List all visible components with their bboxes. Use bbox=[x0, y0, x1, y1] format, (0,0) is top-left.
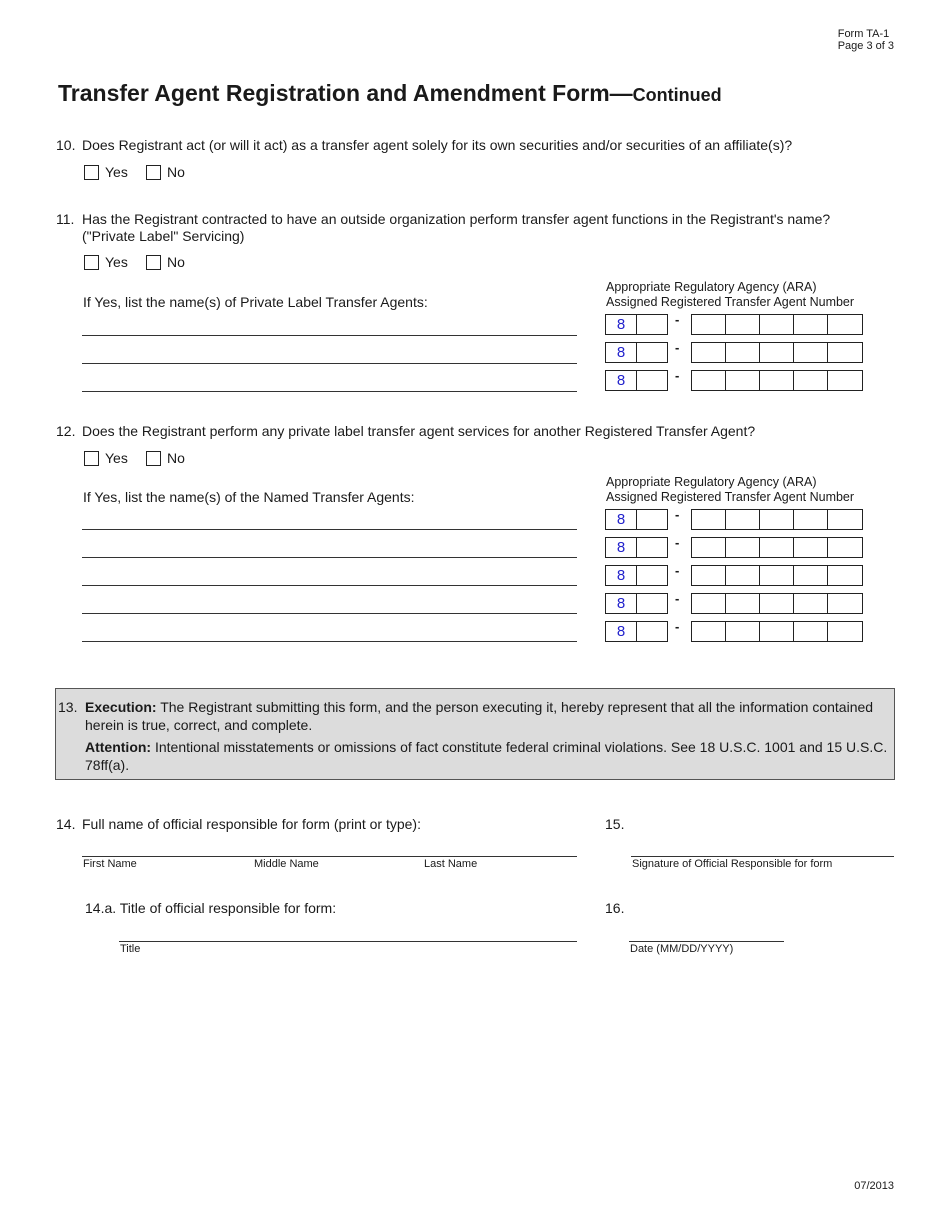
title-label: Title bbox=[120, 943, 141, 955]
ta-digit-box[interactable] bbox=[759, 565, 794, 586]
q14a-text: 14.a. Title of official responsible for form: bbox=[85, 900, 337, 916]
ara-prefix-box: 8 bbox=[605, 342, 637, 363]
ta-digit-box[interactable] bbox=[725, 593, 760, 614]
q15-number: 15. bbox=[605, 816, 625, 832]
ta-digit-box[interactable] bbox=[827, 370, 863, 391]
ta-digit-box[interactable] bbox=[691, 342, 726, 363]
ta-digit-box[interactable] bbox=[827, 565, 863, 586]
ara-dash: - bbox=[675, 535, 680, 550]
q12-ara-label-line1: Appropriate Regulatory Agency (ARA) bbox=[606, 475, 817, 489]
q12-yes-label: Yes bbox=[105, 450, 128, 466]
ta-digit-box[interactable] bbox=[793, 593, 828, 614]
ta-digit-box[interactable] bbox=[793, 370, 828, 391]
ara-digit-box[interactable] bbox=[636, 342, 668, 363]
execution-text: The Registrant submitting this form, and the person executing it, hereby represent that all the information contained herein is true, correct, and complete. bbox=[85, 699, 874, 733]
execution-label: Execution: bbox=[85, 699, 157, 715]
ara-digit-box[interactable] bbox=[636, 565, 668, 586]
ara-dash: - bbox=[675, 591, 680, 606]
q10-yes-label: Yes bbox=[105, 164, 128, 180]
page-number: Page 3 of 3 bbox=[837, 40, 894, 52]
q12-list-label: If Yes, list the name(s) of the Named Transfer Agents: bbox=[83, 489, 415, 505]
ta-digit-box[interactable] bbox=[691, 593, 726, 614]
ta-digit-box[interactable] bbox=[691, 621, 726, 642]
title-main: Transfer Agent Registration and Amendment Form— bbox=[58, 80, 633, 106]
ta-digit-box[interactable] bbox=[793, 342, 828, 363]
ta-digit-box[interactable] bbox=[759, 509, 794, 530]
q11-no-checkbox[interactable] bbox=[146, 255, 161, 270]
ta-digit-box[interactable] bbox=[691, 565, 726, 586]
q12-name-field-3[interactable] bbox=[82, 585, 577, 586]
q16-number: 16. bbox=[605, 900, 625, 916]
ta-digit-box[interactable] bbox=[725, 370, 760, 391]
q10-number: 10. bbox=[56, 137, 76, 153]
ara-dash: - bbox=[675, 312, 680, 327]
revision-date: 07/2013 bbox=[854, 1180, 894, 1192]
q11-text-line1: Has the Registrant contracted to have an outside organization perform transfer agent functions in the Registrant's name? bbox=[82, 211, 831, 227]
q12-text: Does the Registrant perform any private label transfer agent services for another Registered Transfer Agent? bbox=[82, 423, 756, 439]
q11-yes-label: Yes bbox=[105, 254, 128, 270]
ta-digit-box[interactable] bbox=[827, 593, 863, 614]
q11-yes-checkbox[interactable] bbox=[84, 255, 99, 270]
ara-digit-box[interactable] bbox=[636, 314, 668, 335]
q11-name-field-3[interactable] bbox=[82, 391, 577, 392]
q10-no-option[interactable] bbox=[146, 164, 185, 180]
ta-digit-box[interactable] bbox=[725, 565, 760, 586]
q11-ara-label bbox=[606, 280, 854, 310]
ara-prefix-box: 8 bbox=[605, 537, 637, 558]
form-id: Form TA-1 bbox=[837, 28, 890, 40]
execution-paragraph bbox=[85, 699, 890, 734]
ta-digit-box[interactable] bbox=[691, 314, 726, 335]
ara-prefix-box: 8 bbox=[605, 314, 637, 335]
official-title-field[interactable] bbox=[119, 941, 577, 942]
signature-field[interactable] bbox=[631, 856, 894, 857]
ta-digit-box[interactable] bbox=[827, 509, 863, 530]
q12-no-checkbox[interactable] bbox=[146, 451, 161, 466]
q11-name-field-2[interactable] bbox=[82, 363, 577, 364]
ta-digit-box[interactable] bbox=[725, 621, 760, 642]
ta-digit-box[interactable] bbox=[759, 370, 794, 391]
q10-no-checkbox[interactable] bbox=[146, 165, 161, 180]
q11-text-line2: ("Private Label" Servicing) bbox=[82, 228, 245, 244]
q12-no-option[interactable] bbox=[146, 450, 185, 466]
q12-name-field-5[interactable] bbox=[82, 641, 577, 642]
ta-digit-box[interactable] bbox=[691, 537, 726, 558]
ara-prefix-box: 8 bbox=[605, 621, 637, 642]
execution-box bbox=[55, 688, 895, 780]
ta-digit-box[interactable] bbox=[793, 621, 828, 642]
q12-ara-label bbox=[606, 475, 854, 505]
q12-yes-checkbox[interactable] bbox=[84, 451, 99, 466]
ta-digit-box[interactable] bbox=[827, 342, 863, 363]
ta-digit-box[interactable] bbox=[759, 342, 794, 363]
ta-digit-box[interactable] bbox=[725, 537, 760, 558]
ara-dash: - bbox=[675, 619, 680, 634]
ara-dash: - bbox=[675, 563, 680, 578]
ara-prefix-box: 8 bbox=[605, 593, 637, 614]
ta-digit-box[interactable] bbox=[759, 314, 794, 335]
ara-prefix-box: 8 bbox=[605, 565, 637, 586]
q12-name-field-2[interactable] bbox=[82, 557, 577, 558]
q14-number: 14. bbox=[56, 816, 76, 832]
ara-digit-box[interactable] bbox=[636, 509, 668, 530]
ta-digit-box[interactable] bbox=[759, 621, 794, 642]
q11-list-label: If Yes, list the name(s) of Private Label Transfer Agents: bbox=[83, 294, 428, 310]
q10-no-label: No bbox=[167, 164, 185, 180]
q11-ara-label-line1: Appropriate Regulatory Agency (ARA) bbox=[606, 280, 817, 294]
attention-text: Intentional misstatements or omissions of fact constitute federal criminal violations. See 18 U.S.C. 1001 and 15 U.S.C. 78ff(a). bbox=[85, 739, 888, 773]
ta-digit-box[interactable] bbox=[827, 537, 863, 558]
ta-digit-box[interactable] bbox=[793, 537, 828, 558]
ara-dash: - bbox=[675, 507, 680, 522]
date-field[interactable] bbox=[629, 941, 784, 942]
attention-label: Attention: bbox=[85, 739, 152, 755]
ta-digit-box[interactable] bbox=[759, 593, 794, 614]
q12-ara-label-line2: Assigned Registered Transfer Agent Number bbox=[606, 490, 855, 504]
ta-digit-box[interactable] bbox=[725, 509, 760, 530]
q12-yes-option[interactable] bbox=[84, 450, 128, 466]
ta-digit-box[interactable] bbox=[793, 509, 828, 530]
q13-number: 13. bbox=[58, 699, 78, 715]
ta-digit-box[interactable] bbox=[827, 621, 863, 642]
ta-digit-box[interactable] bbox=[691, 509, 726, 530]
ta-digit-box[interactable] bbox=[691, 370, 726, 391]
ta-digit-box[interactable] bbox=[725, 314, 760, 335]
ara-prefix-box: 8 bbox=[605, 509, 637, 530]
q11-no-label: No bbox=[167, 254, 185, 270]
attention-paragraph bbox=[85, 739, 890, 774]
ta-digit-box[interactable] bbox=[759, 537, 794, 558]
q11-ara-label-line2: Assigned Registered Transfer Agent Number bbox=[606, 295, 855, 309]
q12-name-field-1[interactable] bbox=[82, 529, 577, 530]
q10-text: Does Registrant act (or will it act) as a transfer agent solely for its own securities and/or securities of an affiliate(s)? bbox=[82, 137, 793, 153]
ta-digit-box[interactable] bbox=[793, 565, 828, 586]
q11-no-option[interactable] bbox=[146, 254, 185, 270]
q12-number: 12. bbox=[56, 423, 76, 439]
last-name-label: Last Name bbox=[424, 858, 478, 870]
q10-yes-checkbox[interactable] bbox=[84, 165, 99, 180]
official-name-field[interactable] bbox=[82, 856, 577, 857]
q12-name-field-4[interactable] bbox=[82, 613, 577, 614]
date-label: Date (MM/DD/YYYY) bbox=[630, 943, 734, 955]
q11-number: 11. bbox=[56, 211, 75, 227]
q10-yes-option[interactable] bbox=[84, 164, 128, 180]
form-header bbox=[838, 28, 894, 52]
ara-dash: - bbox=[675, 340, 680, 355]
ara-digit-box[interactable] bbox=[636, 621, 668, 642]
ta-digit-box[interactable] bbox=[725, 342, 760, 363]
ara-digit-box[interactable] bbox=[636, 370, 668, 391]
title-continued: Continued bbox=[632, 85, 722, 105]
q14-text: Full name of official responsible for form (print or type): bbox=[82, 816, 421, 832]
ara-digit-box[interactable] bbox=[636, 593, 668, 614]
page-title bbox=[58, 80, 722, 107]
first-name-label: First Name bbox=[83, 858, 137, 870]
signature-label: Signature of Official Responsible for form bbox=[632, 858, 833, 870]
ara-dash: - bbox=[675, 368, 680, 383]
q12-no-label: No bbox=[167, 450, 185, 466]
q11-name-field-1[interactable] bbox=[82, 335, 577, 336]
ta-digit-box[interactable] bbox=[793, 314, 828, 335]
q11-yes-option[interactable] bbox=[84, 254, 128, 270]
ara-digit-box[interactable] bbox=[636, 537, 668, 558]
ta-digit-box[interactable] bbox=[827, 314, 863, 335]
ara-prefix-box: 8 bbox=[605, 370, 637, 391]
middle-name-label: Middle Name bbox=[254, 858, 319, 870]
